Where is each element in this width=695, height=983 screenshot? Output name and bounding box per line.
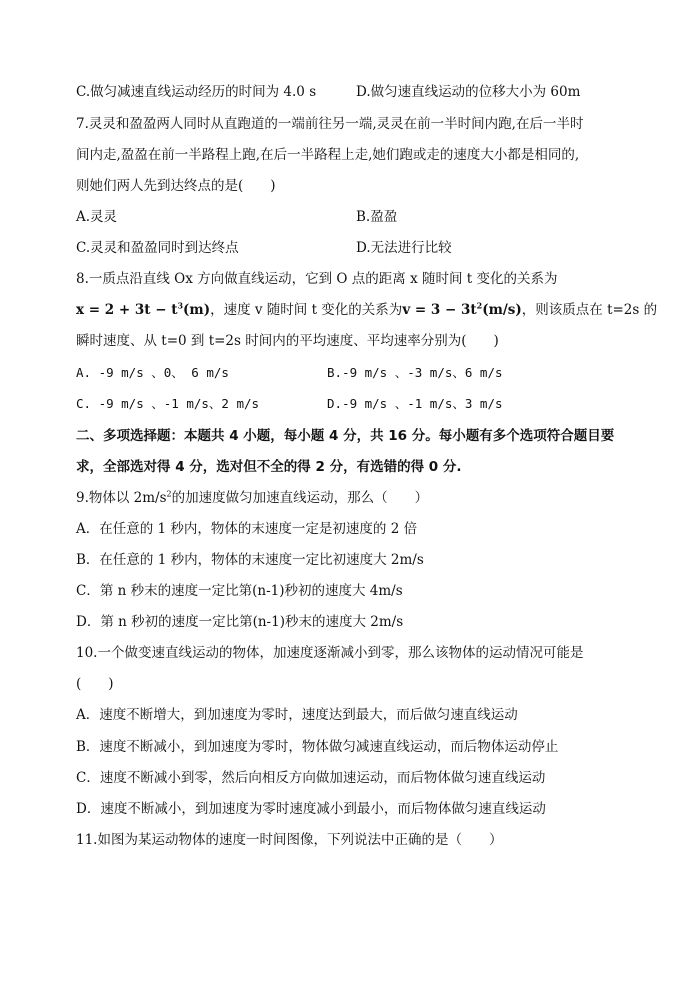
q9-option-a: A．在任意的 1 秒内，物体的末速度一定是初速度的 2 倍: [76, 521, 418, 537]
q8-stem-line1: 8.一质点沿直线 Ox 方向做直线运动，它到 O 点的距离 x 随时间 t 变化的关系为: [76, 271, 558, 287]
q8-position-equation: $x = 2 + 3t - t^3(m)$: [76, 300, 211, 318]
q10-option-c: C．速度不断减小到零，然后向相反方向做加速运动，而后物体做匀速直线运动: [76, 770, 546, 786]
q10-option-d: D．速度不断减小，到加速度为零时速度减小到最小，而后物体做匀速直线运动: [76, 801, 546, 817]
q10-stem-line1: 10.一个做变速直线运动的物体，加速度逐渐减小到零，那么该物体的运动情况可能是: [76, 645, 584, 661]
q8-velocity-equation: $v = 3 - 3t^2(m/s)$: [402, 300, 522, 318]
q7-option-c: C.灵灵和盈盈同时到达终点: [76, 240, 239, 256]
q10-option-a: A．速度不断增大，到加速度为零时，速度达到最大，而后做匀速直线运动: [76, 707, 518, 723]
q7-option-a: A.灵灵: [76, 209, 118, 225]
q7-stem-line2: 间内走,盈盈在前一半路程上跑,在后一半路程上走,她们跑或走的速度大小都是相同的,: [76, 147, 580, 163]
q8-option-a: A. -9 m/s 、0、 6 m/s: [76, 365, 229, 380]
q8-stem-mid: ，速度 v 随时间 t 变化的关系为: [210, 302, 403, 318]
q9-option-b: B．在任意的 1 秒内，物体的末速度一定比初速度大 2m/s: [76, 552, 424, 568]
q10-stem-line2: ( ): [76, 676, 114, 692]
q7-stem-line1: 7.灵灵和盈盈两人同时从直跑道的一端前往另一端,灵灵在前一半时间内跑,在后一半时: [76, 116, 584, 132]
q8-option-d: D.-9 m/s 、-1 m/s、3 m/s: [327, 396, 503, 411]
q9-option-c: C．第 n 秒末的速度一定比第(n-1)秒初的速度大 4m/s: [76, 583, 403, 599]
q11-stem: 11.如图为某运动物体的速度一时间图像，下列说法中正确的是（ ）: [76, 832, 503, 848]
q10-option-b: B．速度不断减小，到加速度为零时，物体做匀减速直线运动，而后物体运动停止: [76, 739, 559, 755]
section2-heading-line1: 二、多项选择题：本题共 4 小题，每小题 4 分，共 16 分。每小题有多个选项符合题目要: [76, 428, 615, 444]
section2-heading-line2: 求，全部选对得 4 分，选对但不全的得 2 分，有选错的得 0 分.: [76, 459, 462, 475]
q9-stem: 9.物体以 $2m/s^2$的加速度做匀加速直线运动，那么（ ）: [76, 489, 429, 506]
q8-stem-end: ，则该质点在 t=2s 的: [521, 302, 658, 318]
q8-option-c: C. -9 m/s 、-1 m/s、2 m/s: [76, 396, 260, 411]
q8-stem-line2: [76, 301, 657, 319]
q7-option-b: B.盈盈: [356, 209, 398, 225]
q7-stem-line3: 则她们两人先到达终点的是( ): [76, 178, 276, 194]
q6-option-d: D.做匀速直线运动的位移大小为 60m: [356, 84, 581, 100]
q7-option-d: D.无法进行比较: [356, 240, 452, 256]
q8-option-b: B.-9 m/s 、-3 m/s、6 m/s: [327, 365, 503, 380]
q8-stem-line3: 瞬时速度、从 t=0 到 t=2s 时间内的平均速度、平均速率分别为( ): [76, 333, 499, 349]
q9-option-d: D．第 n 秒初的速度一定比第(n-1)秒末的速度大 2m/s: [76, 614, 404, 630]
q6-option-c: C.做匀减速直线运动经历的时间为 4.0 s: [76, 84, 317, 100]
